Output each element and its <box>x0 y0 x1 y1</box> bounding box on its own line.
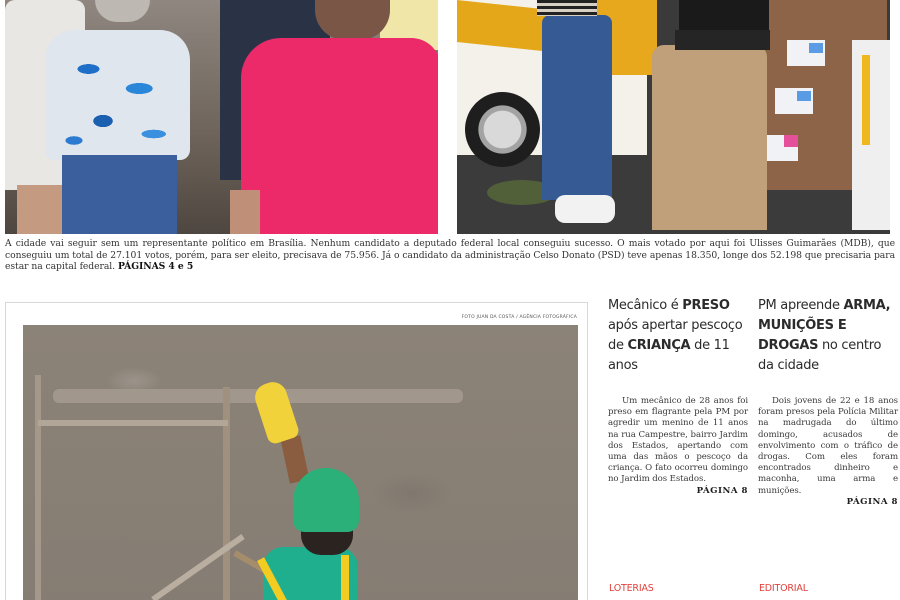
worker-green-helmet <box>293 468 359 532</box>
person-striped-shirt <box>537 0 597 16</box>
photo-construction-worker <box>23 325 578 600</box>
scaffold-brace <box>151 534 245 600</box>
photo-crowd-queue <box>5 0 438 234</box>
article-headline[interactable] <box>758 296 898 376</box>
photo-credit: FOTO JUAN DA COSTA / AGÊNCIA FOTOGRÁFICA <box>461 315 577 320</box>
section-label-editorial[interactable]: EDITORIAL <box>759 583 808 594</box>
article-body: Dois jovens de 22 e 18 anos foram presos pela Polícia Militar na madrugada do último domingo, acusados de envolvimento com o tráfico de drogas. Com eles foram encontrados dinheiro e maconha, uma arma e munições. <box>758 396 898 496</box>
article-body: Um mecânico de 28 anos foi preso em flagrante pela PM por agredir um menino de 11 anos na rua Campestre, bairro Jardim dos Estados, apertando com uma das mãos o pescoço da criança. O fato ocorreu domingo no Jardim dos Estados. <box>608 396 748 485</box>
article-page-ref[interactable]: PÁGINA 8 <box>696 485 748 496</box>
section-label-loterias[interactable]: LOTERIAS <box>609 583 654 594</box>
main-photo-frame <box>5 302 588 600</box>
van-rear-door <box>852 40 890 230</box>
headline-part: PM apreende <box>758 298 844 313</box>
person-leg <box>17 185 62 234</box>
person-floral-blouse <box>45 30 190 160</box>
article-page-ref[interactable]: PÁGINA 8 <box>846 496 898 507</box>
headline-emphasis: PRESO <box>682 298 730 313</box>
article-mecanico <box>608 296 748 497</box>
box-label <box>775 88 813 114</box>
caption-page-ref[interactable]: PÁGINAS 4 e 5 <box>117 261 194 272</box>
scaffold-bar <box>38 420 228 426</box>
harness-strap <box>341 555 349 600</box>
person-jeans <box>542 15 612 200</box>
officer-khaki-pants <box>652 45 767 230</box>
scaffold-pole <box>35 375 41 600</box>
headline-part: após apertar pescoço de <box>608 318 743 353</box>
van-rear-stripe <box>862 55 870 145</box>
scaffold-pole <box>223 387 230 600</box>
headline-part: Mecânico é <box>608 298 683 313</box>
headline-part: de 11 anos <box>608 338 730 373</box>
person-pink-shirt <box>241 38 438 234</box>
article-pm-apreende <box>758 296 898 508</box>
caption-text: A cidade vai seguir sem um representante político em Brasília. Nenhum candidato a deputado federal local conseguiu sucesso. O mais votado por aqui foi Ulisses Guimarães (MDB), que conseguiu um total de 27.101 votos, porém, para ser eleito, precisava de 75.956. Já o candidato da administração Celso Donato (PSD) teve apenas 18.350, longe dos 52.198 que precisaria para estar na capital federal. <box>5 238 895 272</box>
person-arm <box>230 190 260 234</box>
photo-caption <box>5 238 895 273</box>
headline-emphasis: ARMA, MUNIÇÕES E DROGAS <box>758 298 891 353</box>
photo-police-van <box>457 0 890 234</box>
person-blue-pants <box>62 155 177 234</box>
van-wheel <box>465 92 540 167</box>
box-label <box>787 40 825 66</box>
headline-emphasis: CRIANÇA <box>627 338 691 353</box>
headline-part: no centro da cidade <box>758 338 882 373</box>
officer-belt <box>675 30 770 50</box>
person-sneakers <box>555 195 615 223</box>
article-headline[interactable] <box>608 296 748 376</box>
